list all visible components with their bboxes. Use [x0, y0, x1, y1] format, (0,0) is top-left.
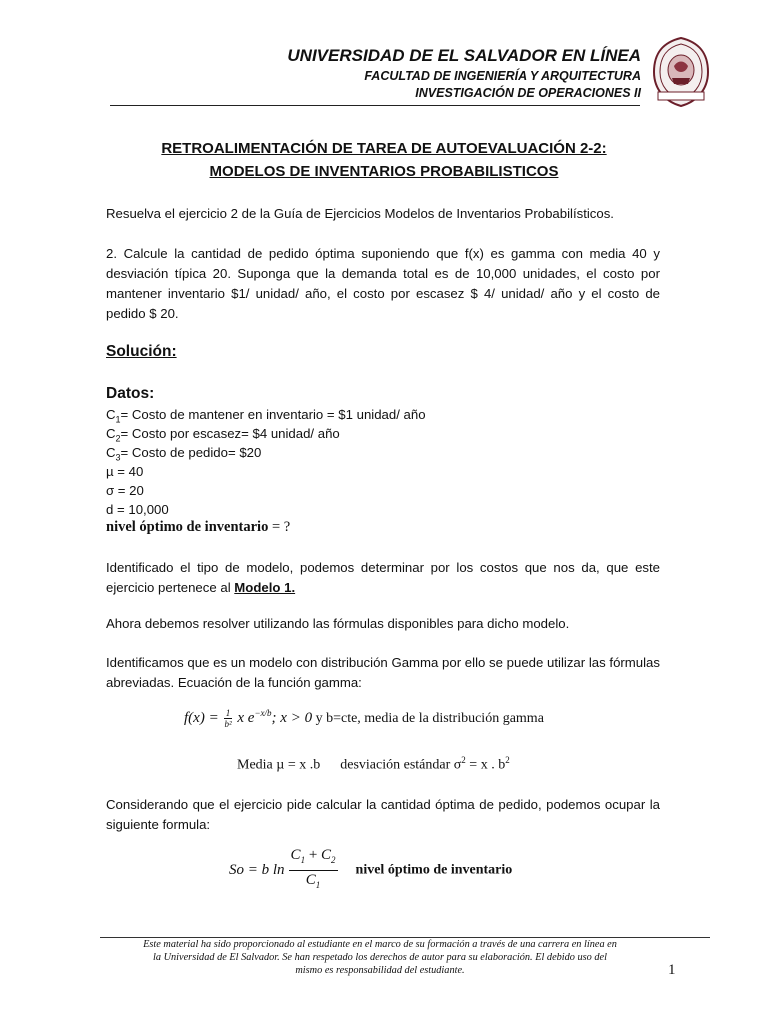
gamma-paragraph: Identificamos que es un modelo con distribución Gamma por ello se puede utilizar las fórmulas abreviadas. Ecuación de la función gamma: — [106, 655, 660, 690]
university-name: UNIVERSIDAD DE EL SALVADOR EN LÍNEA — [287, 46, 641, 65]
footer-line3: mismo es responsabilidad del estudiante. — [295, 965, 465, 976]
document-title-line2: MODELOS DE INVENTARIOS PROBABILISTICOS — [209, 163, 559, 180]
datos-c3: $C_3=$ Costo de pedido= $20 — [106, 445, 262, 463]
footer-line1: Este material ha sido proporcionado al estudiante en el marco de su formación a través de una carrera en línea en — [143, 939, 617, 950]
so-fraction: $\frac{C_1 + C_2}{C_1}$ — [290, 847, 336, 890]
datos-sigma: σ = 20 — [106, 483, 144, 498]
datos-nivel-optimo: nivel óptimo de inventario = ? — [106, 519, 291, 535]
model-identification-paragraph: Identificado el tipo de modelo, podemos determinar por los costos que nos da, que este ejercicio pertenece al Modelo 1. — [106, 560, 660, 595]
problem-statement: 2. Calcule la cantidad de pedido óptima suponiendo que f(x) es gamma con media 40 y desviación típica 20. Suponga que la demanda total es de 10,000 unidades, el costo por mantener inventario $1/ unidad/ año, el costo por escasez $ 4/ unidad/ año y el costo de pedido $ 20. — [106, 246, 660, 321]
intro-paragraph: Resuelva el ejercicio 2 de la Guía de Ejercicios Modelos de Inventarios Probabilísticos. — [106, 206, 614, 221]
footer-line2: la Universidad de El Salvador. Se han respetado los derechos de autor para su elaboración. El debido uso del — [153, 952, 607, 963]
optimal-order-paragraph: Considerando que el ejercicio pide calcular la cantidad óptima de pedido, podemos ocupar la siguiente formula: — [106, 797, 660, 832]
gamma-formula: f(x) = $\frac{1}{\text{b²}}$ x $e^{-x/b}$; x > 0 y b=cte, media de la distribución gamma — [184, 708, 544, 730]
page-number: 1 — [668, 962, 676, 978]
datos-heading: Datos: — [106, 385, 155, 402]
footer-rule — [100, 937, 710, 938]
datos-demand: d = 10,000 — [106, 502, 169, 517]
document-title-line1: RETROALIMENTACIÓN DE TAREA DE AUTOEVALUACIÓN 2-2: — [161, 140, 607, 157]
header-rule — [110, 105, 640, 106]
solution-heading: Solución: — [106, 343, 177, 360]
datos-mu: µ = 40 — [106, 464, 144, 479]
university-seal-icon — [650, 36, 712, 108]
so-formula: So = b ln $\frac{C_1 + C_2}{C_1}$ nivel óptimo de inventario — [229, 846, 512, 895]
datos-c2: $C_2=$ Costo por escasez= $4 unidad/ año — [106, 426, 340, 444]
modelo-1-reference: Modelo 1. — [234, 580, 296, 595]
faculty-name: FACULTAD DE INGENIERÍA Y ARQUITECTURA — [364, 69, 641, 83]
formulas-paragraph: Ahora debemos resolver utilizando las fórmulas disponibles para dicho modelo. — [106, 616, 570, 631]
course-name: INVESTIGACIÓN DE OPERACIONES II — [415, 86, 641, 100]
datos-c1: $C_1=$ Costo de mantener en inventario = $1 unidad/ año — [106, 407, 426, 425]
media-desviacion-formula: Media µ = x .b desviación estándar $\sigma^2 = x$ . $b^2$ — [237, 755, 510, 773]
